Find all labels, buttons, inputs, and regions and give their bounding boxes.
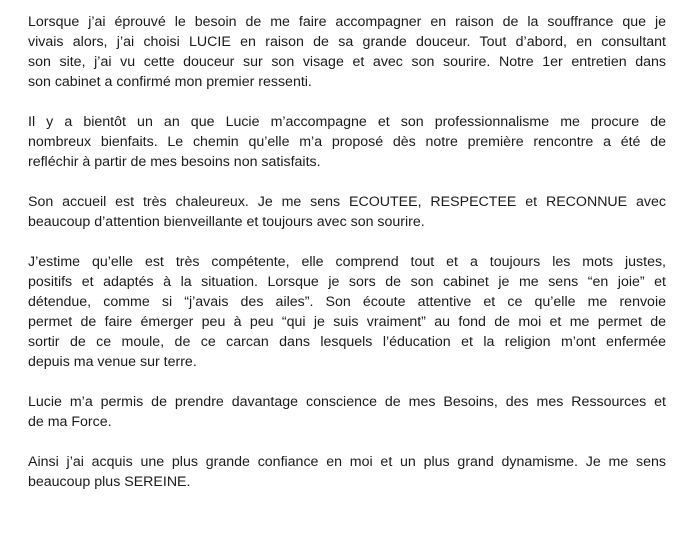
- text-line: nombreux bienfaits. Le chemin qu’elle m’a proposé dès notre première rencontre a été de: [28, 134, 666, 150]
- text-line: détendue, comme si “j’avais des ailes”. Son écoute attentive et ce qu’elle me renvoie: [28, 294, 666, 310]
- paragraph-2: [28, 112, 666, 172]
- paragraph-1: [28, 12, 666, 92]
- text-line: beaucoup plus SEREINE.: [28, 474, 191, 490]
- paragraph-5: [28, 392, 666, 432]
- text-line: Il y a bientôt un an que Lucie m’accompagne et son professionnalisme me procure de: [28, 114, 666, 130]
- paragraph-4: [28, 252, 666, 372]
- text-line: Lorsque j’ai éprouvé le besoin de me faire accompagner en raison de la souffrance que je: [28, 14, 666, 30]
- text-line: son cabinet a confirmé mon premier ressenti.: [28, 74, 312, 90]
- paragraph-3: [28, 192, 666, 232]
- text-line: J’estime qu’elle est très compétente, elle comprend tout et a toujours les mots justes,: [28, 254, 666, 270]
- text-line: depuis ma venue sur terre.: [28, 354, 197, 370]
- text-line: son site, j’ai vu cette douceur sur son visage et avec son sourire. Notre 1er entretien dans: [28, 54, 666, 70]
- text-line: Lucie m’a permis de prendre davantage conscience de mes Besoins, des mes Ressources et: [28, 394, 666, 410]
- text-line: de ma Force.: [28, 414, 112, 430]
- text-line: Son accueil est très chaleureux. Je me sens ECOUTEE, RESPECTEE et RECONNUE avec: [28, 194, 666, 210]
- text-line: beaucoup d’attention bienveillante et toujours avec son sourire.: [28, 214, 425, 230]
- paragraph-6: [28, 452, 666, 492]
- testimonial-document: [28, 12, 666, 512]
- text-line: vivais alors, j’ai choisi LUCIE en raison de sa grande douceur. Tout d’abord, en consultant: [28, 34, 666, 50]
- text-line: permet de faire émerger peu à peu “qui je suis vraiment” au fond de moi et me permet de: [28, 314, 666, 330]
- text-line: positifs et adaptés à la situation. Lorsque je sors de son cabinet je me sens “en joie” et: [28, 274, 666, 290]
- text-line: sortir de ce moule, de ce carcan dans lesquels l’éducation et la religion m’ont enfermée: [28, 334, 666, 350]
- text-line: refléchir à partir de mes besoins non satisfaits.: [28, 154, 321, 170]
- text-line: Ainsi j’ai acquis une plus grande confiance en moi et un plus grand dynamisme. Je me sens: [28, 454, 666, 470]
